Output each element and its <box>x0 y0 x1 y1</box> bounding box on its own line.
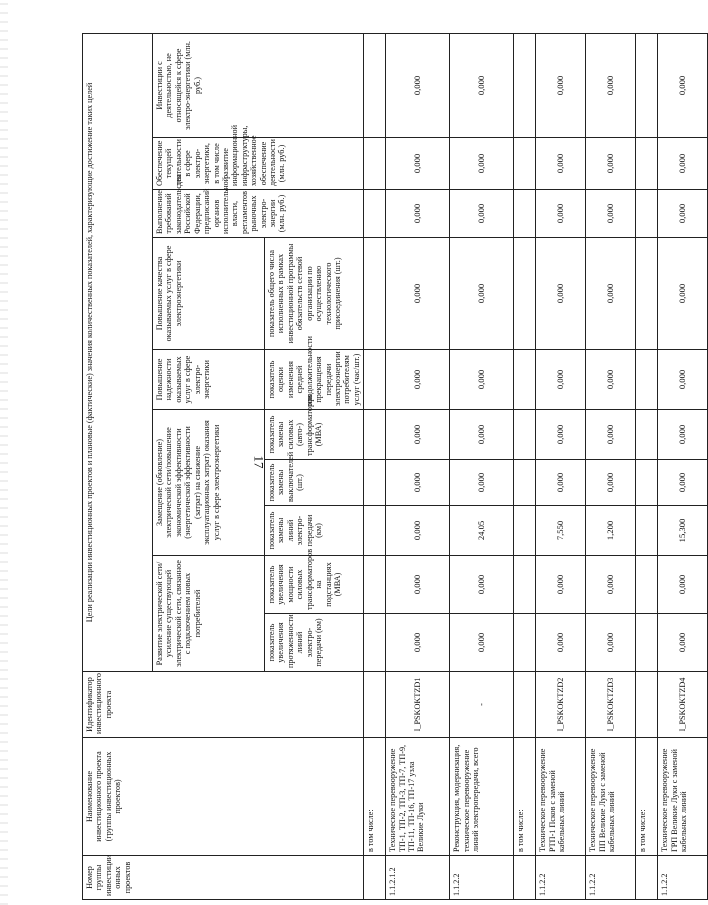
row-id: I_PSKOKTZD3 <box>586 672 636 738</box>
cell-value: 0,000 <box>536 350 586 410</box>
header-group-number: Номер группы инвестиции онных проектов <box>83 856 364 900</box>
row-name: Реконструкция, модернизация, техническое перевооружение линий электропередачи, всего <box>450 738 514 856</box>
cell-value: 0,000 <box>658 614 708 672</box>
row-name: Техническое перевооружение ГРП Великие Луки с заменой кабельных линий <box>658 738 708 856</box>
cell-value: 0,000 <box>586 556 636 614</box>
cell-value: 0,000 <box>450 33 514 137</box>
cell-value: 0,000 <box>586 410 636 460</box>
cell-value: 0,000 <box>658 410 708 460</box>
cell-value <box>514 410 536 460</box>
cell-value <box>636 350 658 410</box>
row-name: Техническое перевооружение ПП Великие Луки с заменой кабельных линий <box>586 738 636 856</box>
header-project-name: Наименование инвестиционного проекта (группы инвестиционных проектов) <box>83 738 364 856</box>
cell-value: 1,200 <box>586 506 636 556</box>
row-id <box>514 672 536 738</box>
cell-value: 24,05 <box>450 506 514 556</box>
row-id <box>636 672 658 738</box>
cell-value: 0,000 <box>536 238 586 350</box>
row-name: Техническое перевооружение РТП-1 Псков с заменой кабельных линий <box>536 738 586 856</box>
cell-value: 0,000 <box>450 138 514 190</box>
row-name: в том числе: <box>514 738 536 856</box>
cell-value <box>514 238 536 350</box>
row-name: Техническое перевооружение ТП-1, ТП-2, ТП-3, ТП-7, ТП-9, ТП-11, ТП-16, ТП-17 узла Великие Луки <box>386 738 450 856</box>
subheader-quality-indicator: показатель общего числа исполненных в рамках инвестиционной программы обязательств сетевой организации по осуществлению технологического присоединения (шт.) <box>265 238 364 350</box>
subheader-lines-increase: показатель увеличения протяженности линий электро-передачи (км) <box>265 614 364 672</box>
cell-value: 0,000 <box>586 33 636 137</box>
cell-value: 0,000 <box>586 190 636 238</box>
table-row <box>514 33 536 899</box>
header-network-development: Развитие электрической сети/усиление существующей электрической сети, связанное с подключением новых потребителей <box>153 556 265 672</box>
scan-edge-noise <box>0 0 8 905</box>
cell-value: 0,000 <box>386 410 450 460</box>
cell-value: 15,300 <box>658 506 708 556</box>
subheader-lines-replacement: показатель замены линий электро-передачи (км) <box>265 506 364 556</box>
cell-value: 0,000 <box>386 614 450 672</box>
row-name: в том числе: <box>364 738 386 856</box>
cell-value <box>514 190 536 238</box>
cell-value: 7,550 <box>536 506 586 556</box>
cell-value <box>636 138 658 190</box>
cell-value: 0,000 <box>386 238 450 350</box>
cell-value <box>636 410 658 460</box>
row-id: I_PSKOKTZD1 <box>386 672 450 738</box>
table-row <box>364 33 386 899</box>
row-number: 1.1.2.2 <box>658 856 708 900</box>
cell-value: 0,000 <box>386 33 450 137</box>
table-rotation-frame <box>82 34 689 900</box>
cell-value <box>514 506 536 556</box>
cell-value: 0,000 <box>586 138 636 190</box>
cell-value <box>364 350 386 410</box>
cell-value: 0,000 <box>586 460 636 506</box>
table-row <box>658 33 708 899</box>
cell-value: 0,000 <box>658 33 708 137</box>
cell-value <box>514 138 536 190</box>
header-project-id: Идентификатор инвестиционного проекта <box>83 672 364 738</box>
cell-value: 0,000 <box>536 410 586 460</box>
page-number: 17 <box>251 455 267 469</box>
cell-value: 0,000 <box>450 410 514 460</box>
row-number: 1.1.2.2 <box>586 856 636 900</box>
cell-value <box>364 33 386 137</box>
cell-value: 0,000 <box>386 350 450 410</box>
cell-value <box>514 350 536 410</box>
row-id: - <box>450 672 514 738</box>
cell-value <box>636 238 658 350</box>
subheader-switch-replacement: показатель замены выключателей (шт.) <box>265 460 364 506</box>
header-network-replacement: Замещение (обновление) электрической сети/повышение экономической эффективности (энергетической эффективности (затрат) на снижение эксплуатационных затрат) оказания услуг в сфере электроэнергетики <box>153 410 265 556</box>
cell-value: 0,000 <box>450 460 514 506</box>
header-quality: Повышение качества оказываемых услуг в сфере электроэнергетики <box>153 238 265 350</box>
table-row <box>536 33 586 899</box>
cell-value: 0,000 <box>586 350 636 410</box>
cell-value <box>364 138 386 190</box>
cell-value: 0,000 <box>536 33 586 137</box>
cell-value <box>636 190 658 238</box>
cell-value <box>364 556 386 614</box>
cell-value: 0,000 <box>658 460 708 506</box>
cell-value: 0,000 <box>386 460 450 506</box>
row-number: 1.1.2.1.2 <box>386 856 450 900</box>
cell-value <box>364 506 386 556</box>
cell-value: 0,000 <box>450 350 514 410</box>
cell-value: 0,000 <box>536 190 586 238</box>
header-goals: Цели реализации инвестиционных проектов и плановые (фактические) значения количественных показателей, характеризующие достижение таких целей <box>83 33 153 671</box>
row-id: I_PSKOKTZD2 <box>536 672 586 738</box>
header-other-investments: Инвестиции с деятельностью, не относящейся к сфере электро-энергетики (млн. руб.) <box>153 33 364 137</box>
cell-value <box>364 614 386 672</box>
cell-value: 0,000 <box>536 614 586 672</box>
cell-value: 0,000 <box>586 238 636 350</box>
cell-value <box>636 556 658 614</box>
cell-value: 0,000 <box>658 350 708 410</box>
row-id <box>364 672 386 738</box>
cell-value <box>364 410 386 460</box>
cell-value: 0,000 <box>450 556 514 614</box>
investment-goals-table <box>82 33 708 900</box>
cell-value <box>364 460 386 506</box>
cell-value <box>636 506 658 556</box>
cell-value: 0,000 <box>386 138 450 190</box>
subheader-reliability-indicator: показатель оценки изменения средней продолжительности прекращения передачи электроэнергии потребителям услуг (час/шт.) <box>265 350 364 410</box>
row-number: 1.1.2.2 <box>450 856 514 900</box>
rotated-table-container <box>82 34 689 900</box>
cell-value <box>514 556 536 614</box>
subheader-transformer-increase: показатель увеличения мощности силовых трансформаторов на подстанциях (МВА) <box>265 556 364 614</box>
cell-value: 0,000 <box>386 506 450 556</box>
table-row <box>386 33 450 899</box>
row-number <box>636 856 658 900</box>
cell-value: 0,000 <box>386 556 450 614</box>
cell-value: 0,000 <box>658 238 708 350</box>
cell-value <box>364 238 386 350</box>
row-id: I_PSKOKTZD4 <box>658 672 708 738</box>
table-row <box>450 33 514 899</box>
cell-value <box>514 614 536 672</box>
cell-value: 0,000 <box>536 556 586 614</box>
header-current-activity: Обеспечение текущей деятельности в сфере электро-энергетики, в том числе развитие информационной инфраструктуры, хозяйственное обеспечение деятельности (млн. руб.) <box>153 138 364 190</box>
table-row <box>586 33 636 899</box>
row-number <box>364 856 386 900</box>
header-legal-requirements: Выполнение требований законодательства Российской Федерации, предписаний органов исполнительной власти, регламентов рыночных электро-энергии (млн. руб.) <box>153 190 364 238</box>
cell-value: 0,000 <box>658 556 708 614</box>
cell-value: 0,000 <box>658 138 708 190</box>
cell-value: 0,000 <box>536 460 586 506</box>
cell-value: 0,000 <box>586 614 636 672</box>
cell-value <box>514 33 536 137</box>
subheader-transformer-replacement: показатель замены силовых (авто-) трансформаторов (МВА) <box>265 410 364 460</box>
cell-value: 0,000 <box>450 238 514 350</box>
cell-value: 0,000 <box>450 190 514 238</box>
header-reliability: Повышение надежности оказываемых услуг в сфере электро-энергетики <box>153 350 265 410</box>
row-name: в том числе: <box>636 738 658 856</box>
cell-value <box>636 460 658 506</box>
cell-value <box>636 614 658 672</box>
table-row <box>636 33 658 899</box>
cell-value <box>636 33 658 137</box>
row-number: 1.1.2.2 <box>536 856 586 900</box>
cell-value: 0,000 <box>386 190 450 238</box>
row-number <box>514 856 536 900</box>
cell-value <box>514 460 536 506</box>
cell-value: 0,000 <box>450 614 514 672</box>
cell-value <box>364 190 386 238</box>
cell-value: 0,000 <box>658 190 708 238</box>
cell-value: 0,000 <box>536 138 586 190</box>
